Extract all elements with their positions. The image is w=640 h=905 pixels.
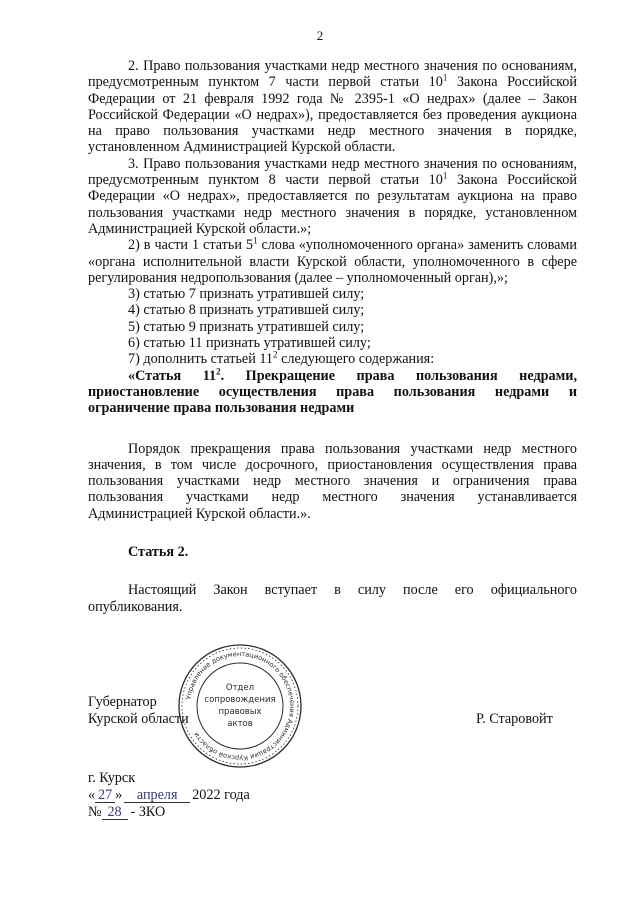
signatory-title-line1: Губернатор: [88, 694, 157, 710]
stamp-seal: [176, 642, 304, 770]
signatory-name: Р. Старовойт: [476, 711, 553, 727]
signing-date: « 27 » апреля 2022 года: [88, 786, 250, 803]
item-7: 7) дополнить статьей $11^2$ следующего содержания:: [128, 349, 435, 368]
item-4: 4) статью 8 признать утратившей силу;: [128, 302, 365, 319]
seal-line-3: правовых: [218, 707, 262, 717]
signatory-title-line2: Курской области: [88, 710, 189, 727]
paragraph-3: 3. Право пользования участками недр местного значения по основаниям, предусмотренным пунктом 8 части первой статьи $10^1$ Закона Российской Федерации «О недрах», предоставляется по результатам аукциона на право пользования участками недр местного значения в порядке, установленном Администрацией Курской области.»;: [88, 155, 577, 237]
date-month: апреля: [124, 789, 190, 803]
law-number-value: 28: [102, 806, 128, 820]
page-number: 2: [316, 28, 324, 43]
item-2: 2) в части 1 статьи $5^1$ слова «уполномоченного органа» заменить словами «органа исполнительной власти Курской области, уполномоченного в сфере регулирования недропользования (далее – уполномоченный орган),»;: [88, 235, 578, 286]
signing-city: г. Курск: [88, 770, 136, 786]
article-2-heading: Статья 2.: [128, 544, 189, 561]
item-3: 3) статью 7 признать утратившей силу;: [128, 286, 365, 303]
seal-line-1: Отдел: [225, 683, 255, 693]
document-body: [88, 58, 577, 615]
seal-ring-text: Управление документационного обеспечения Администрации Курской области: [184, 649, 297, 763]
law-number: № 28 - ЗКО: [88, 803, 166, 820]
date-day: 27: [95, 789, 115, 803]
seal-line-2: сопровождения: [204, 695, 276, 705]
procedure-paragraph: Порядок прекращения права пользования участками недр местного значения, в том числе досрочного, приостановления осуществления права пользования участками недр местного значения и ограничения права пользования участками недр местного значения устанавливается Администрацией Курской области.».: [88, 440, 577, 522]
effective-paragraph: Настоящий Закон вступает в силу после его официального опубликования.: [88, 582, 577, 615]
paragraph-2: 2. Право пользования участками недр местного значения по основаниям, предусмотренным пунктом 7 части первой статьи $10^1$ Закона Российской Федерации от 21 февраля 1992 года № 2395-1 «О недрах» (далее – Закон Российской Федерации «О недрах»), предоставляется без проведения аукциона на право пользования участками недр местного значения в порядке, установленном Администрацией Курской области.: [88, 58, 577, 156]
signatory-title: [88, 694, 189, 727]
seal-line-4: актов: [227, 719, 253, 729]
item-5: 5) статью 9 признать утратившей силу;: [128, 318, 365, 335]
signing-details: [88, 770, 250, 820]
article-11-2-heading: «Статья $11^2$. Прекращение права пользования недрами, приостановление осуществления права пользования недрами и ограничение права пользования недрами: [88, 365, 577, 417]
item-6: 6) статью 11 признать утратившей силу;: [128, 335, 371, 352]
